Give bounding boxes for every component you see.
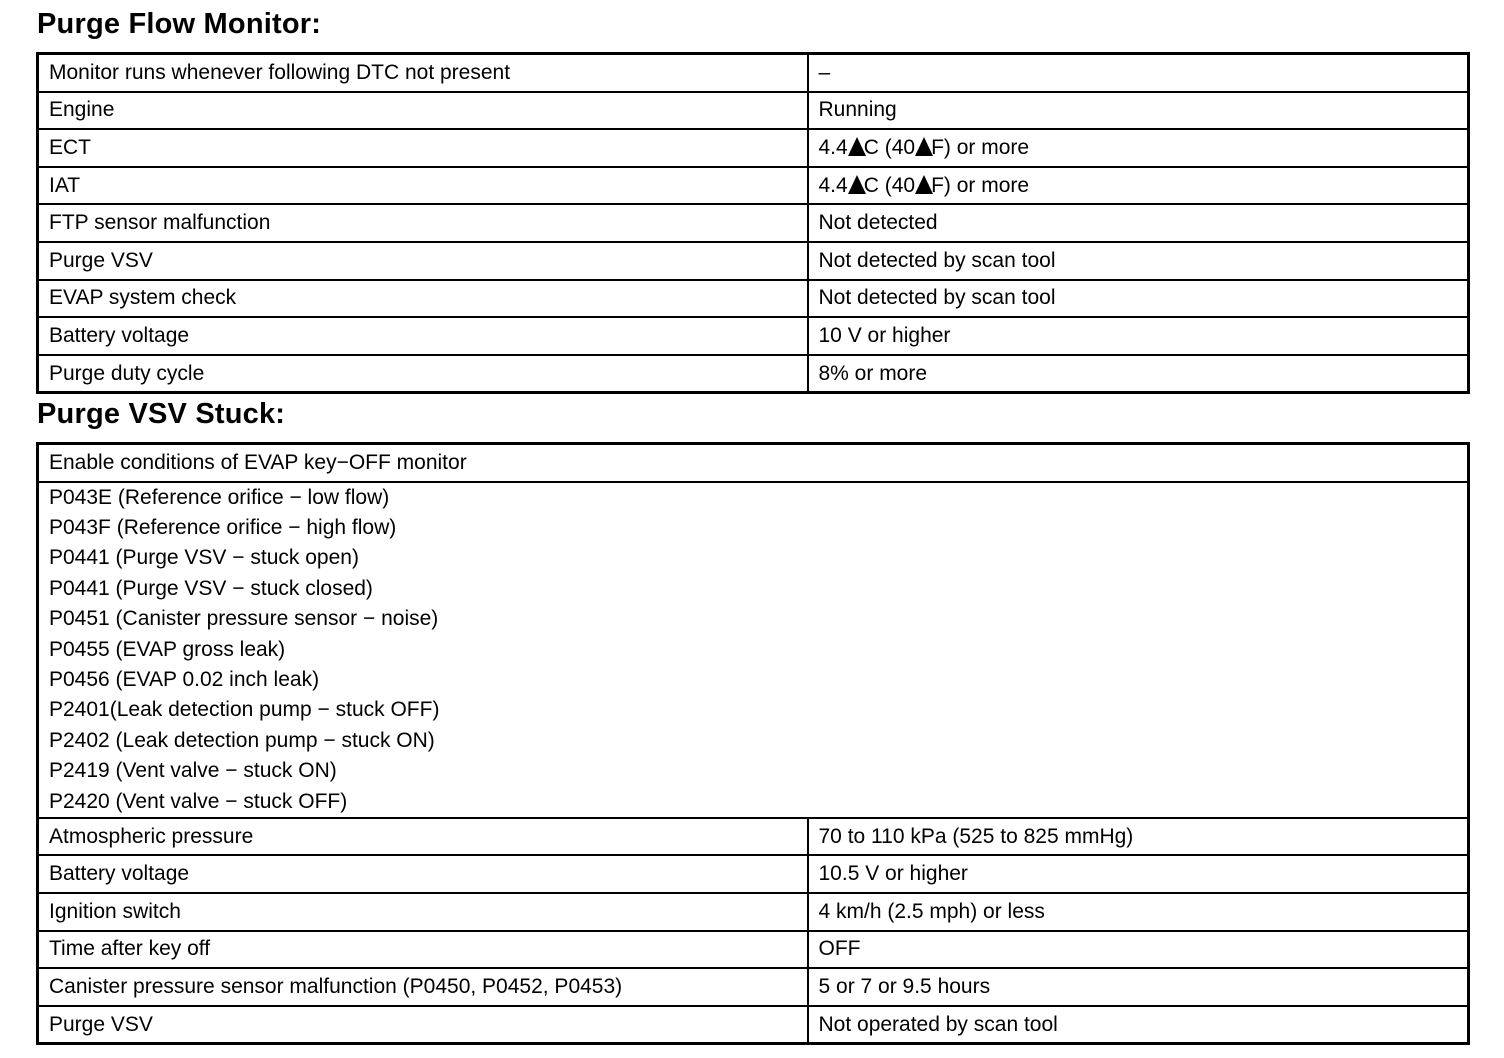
table-row <box>38 855 1469 893</box>
purge-vsv-stuck-title: Purge VSV Stuck: <box>37 398 286 430</box>
condition-label: ECT <box>38 129 808 167</box>
table-row <box>38 931 1469 969</box>
dtc-code-item: P2401(Leak detection pump − stuck OFF) <box>49 698 440 722</box>
condition-value: 10 V or higher <box>808 317 1469 355</box>
condition-label: Ignition switch <box>38 893 808 931</box>
value-part: C (40 <box>863 173 916 197</box>
dtc-code-list <box>38 482 1469 818</box>
value-part: 4.4 <box>818 135 848 159</box>
condition-value: 10.5 V or higher <box>808 855 1469 893</box>
condition-label: Battery voltage <box>38 317 808 355</box>
condition-value: Not detected by scan tool <box>808 280 1469 318</box>
condition-value: – <box>808 54 1469 92</box>
condition-value: Not detected <box>808 204 1469 242</box>
condition-label: Purge duty cycle <box>38 355 808 393</box>
condition-label: Atmospheric pressure <box>38 818 808 856</box>
condition-label: Purge VSV <box>38 242 808 280</box>
condition-label: Canister pressure sensor malfunction (P0450, P0452, P0453) <box>38 968 808 1006</box>
condition-value <box>808 129 1469 167</box>
dtc-code-item: P0456 (EVAP 0.02 inch leak) <box>49 667 320 691</box>
table-row <box>38 129 1469 167</box>
table-row <box>38 893 1469 931</box>
condition-value: Not detected by scan tool <box>808 242 1469 280</box>
dtc-code-item: P2420 (Vent valve − stuck OFF) <box>49 789 348 813</box>
condition-value: 8% or more <box>808 355 1469 393</box>
table-row <box>38 280 1469 318</box>
condition-value: Not operated by scan tool <box>808 1006 1469 1044</box>
dtc-code-item: P0451 (Canister pressure sensor − noise) <box>49 607 439 631</box>
condition-value: 70 to 110 kPa (525 to 825 mmHg) <box>808 818 1469 856</box>
condition-value: 4 km/h (2.5 mph) or less <box>808 893 1469 931</box>
dtc-code-item: P0441 (Purge VSV − stuck closed) <box>49 576 373 600</box>
table-row <box>38 54 1469 92</box>
value-part: C (40 <box>863 135 916 159</box>
condition-value: Running <box>808 92 1469 130</box>
dtc-code-item: P0441 (Purge VSV − stuck open) <box>49 546 359 570</box>
value-part: F) or more <box>931 135 1030 159</box>
condition-value: 5 or 7 or 9.5 hours <box>808 968 1469 1006</box>
condition-label: Battery voltage <box>38 855 808 893</box>
condition-label: IAT <box>38 167 808 205</box>
table-row <box>38 92 1469 130</box>
condition-value <box>808 167 1469 205</box>
condition-label: Purge VSV <box>38 1006 808 1044</box>
table-row <box>38 968 1469 1006</box>
table-row <box>38 818 1469 856</box>
purge-flow-monitor-title: Purge Flow Monitor: <box>37 8 322 40</box>
dtc-code-item: P043E (Reference orifice − low flow) <box>49 485 390 509</box>
value-part: 4.4 <box>818 173 848 197</box>
table-row <box>38 204 1469 242</box>
condition-label: Engine <box>38 92 808 130</box>
condition-label: Time after key off <box>38 931 808 969</box>
condition-value: OFF <box>808 931 1469 969</box>
table-row <box>38 167 1469 205</box>
dtc-code-item: P0455 (EVAP gross leak) <box>49 637 286 661</box>
purge-vsv-stuck-table <box>36 442 1470 1045</box>
value-part: F) or more <box>931 173 1030 197</box>
condition-label: EVAP system check <box>38 280 808 318</box>
table-row <box>38 444 1469 482</box>
dtc-code-item: P2402 (Leak detection pump − stuck ON) <box>49 728 435 752</box>
condition-label: FTP sensor malfunction <box>38 204 808 242</box>
dtc-code-item: P043F (Reference orifice − high flow) <box>49 515 397 539</box>
table-row <box>38 355 1469 393</box>
enable-conditions-header: Enable conditions of EVAP key−OFF monitor <box>38 444 1469 482</box>
table-row <box>38 242 1469 280</box>
table-row <box>38 1006 1469 1044</box>
condition-label: Monitor runs whenever following DTC not present <box>38 54 808 92</box>
purge-flow-monitor-table <box>36 52 1470 394</box>
table-row <box>38 317 1469 355</box>
table-row <box>38 482 1469 818</box>
dtc-code-item: P2419 (Vent valve − stuck ON) <box>49 759 337 783</box>
